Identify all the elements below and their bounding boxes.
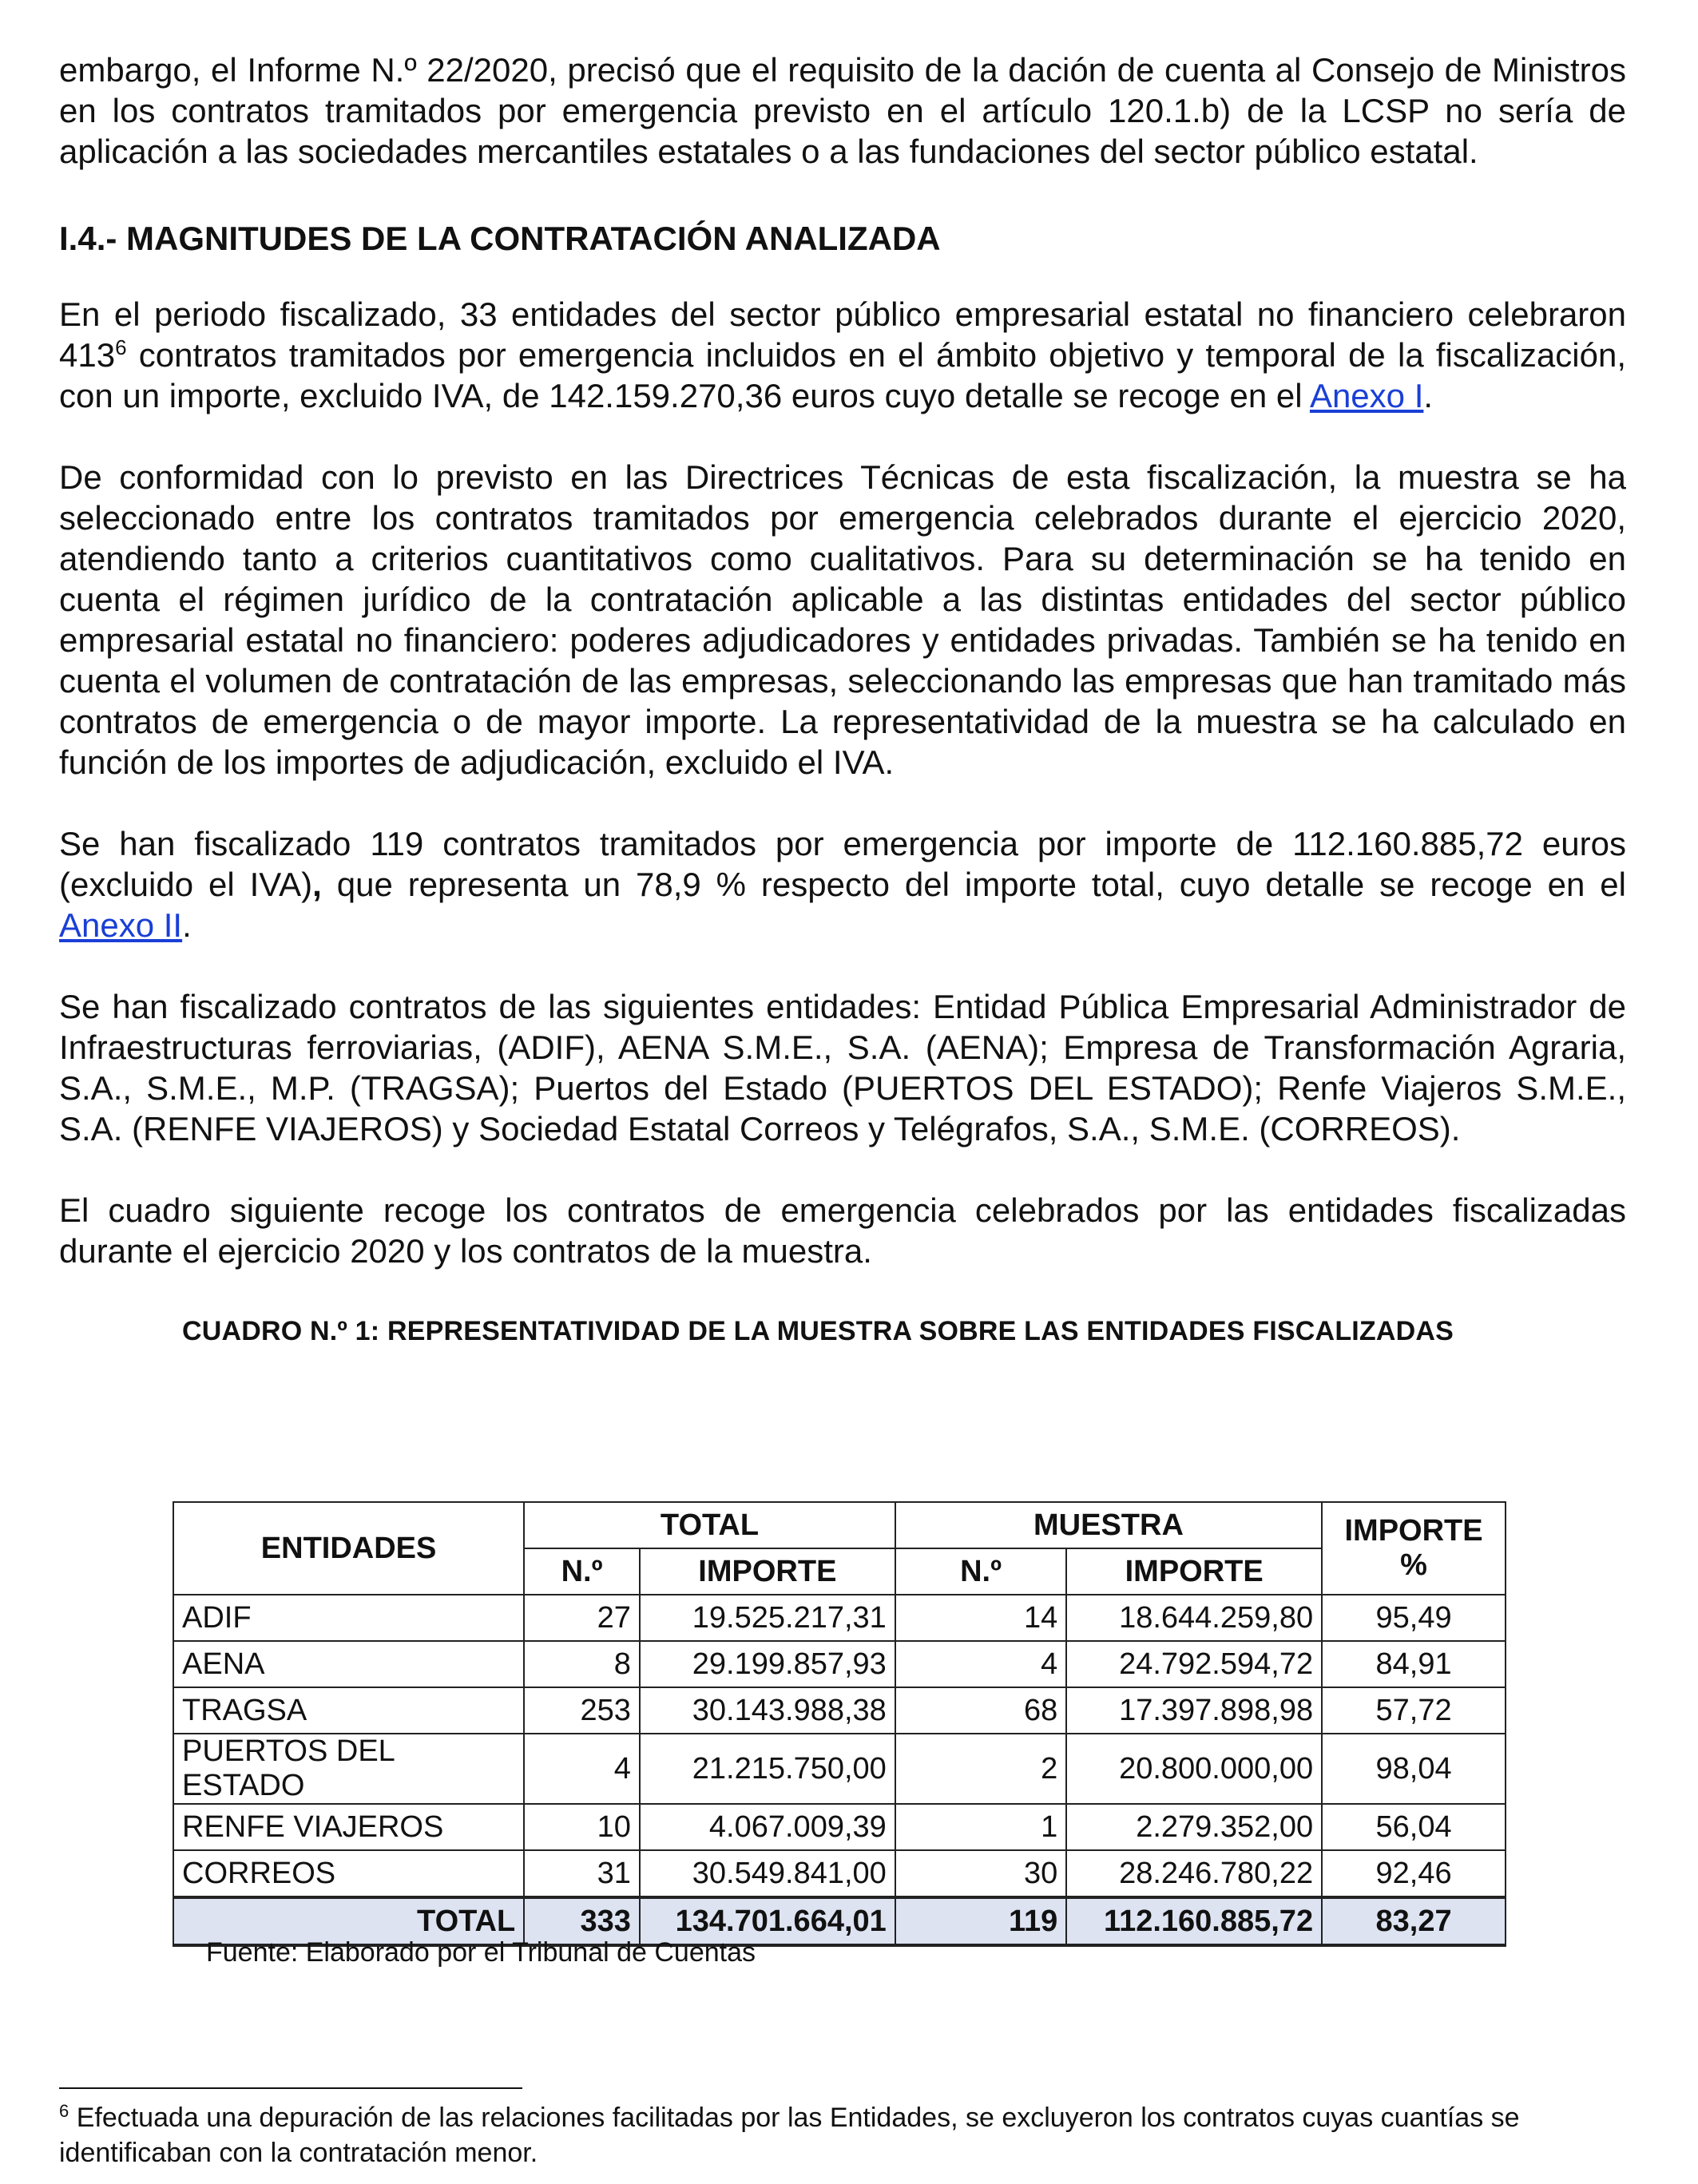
paragraph-fiscalizados (59, 823, 1626, 945)
header-muestra: MUESTRA (895, 1502, 1322, 1548)
cell-muestra-importe: 18.644.259,80 (1066, 1595, 1322, 1641)
header-total-importe: IMPORTE (640, 1548, 895, 1595)
cell-muestra-importe: 24.792.594,72 (1066, 1641, 1322, 1687)
cell-muestra-n: 119 (895, 1897, 1066, 1945)
cell-entidad: ADIF (173, 1595, 524, 1641)
cell-muestra-n: 2 (895, 1734, 1066, 1804)
footnote (59, 2100, 1626, 2170)
cell-muestra-importe: 28.246.780,22 (1066, 1850, 1322, 1897)
cell-entidad: PUERTOS DEL ESTADO (173, 1734, 524, 1804)
cell-muestra-n: 14 (895, 1595, 1066, 1641)
cell-muestra-importe: 17.397.898,98 (1066, 1687, 1322, 1734)
link-anexo-ii[interactable]: Anexo II (59, 906, 183, 944)
paragraph-intro: embargo, el Informe N.º 22/2020, precisó que el requisito de la dación de cuenta al Consejo de Ministros en los contratos tramitados por emergencia previsto en el artículo 120.1.b) de la LCSP no sería de aplicación a las sociedades mercantiles estatales o a las fundaciones del sector público estatal. (59, 51, 1626, 170)
cell-muestra-n: 1 (895, 1804, 1066, 1850)
footnote-ref[interactable]: 6 (115, 335, 127, 359)
table-row (173, 1641, 1506, 1687)
representatividad-table (173, 1501, 1506, 1947)
paragraph-text: contratos tramitados por emergencia incluidos en el ámbito objetivo y temporal de la fiscalización, con un importe, excluido IVA, de 142.159.270,36 euros cuyo detalle se recoge en el (59, 336, 1626, 414)
header-muestra-n: N.º (895, 1548, 1066, 1595)
cell-pct: 83,27 (1322, 1897, 1506, 1945)
cell-total-n: 10 (524, 1804, 640, 1850)
paragraph-cuadro-intro: El cuadro siguiente recoge los contratos de emergencia celebrados por las entidades fiscalizadas durante el ejercicio 2020 y los contratos de la muestra. (59, 1191, 1626, 1270)
cell-total-n: 27 (524, 1595, 640, 1641)
cell-total-n: 253 (524, 1687, 640, 1734)
header-total-n: N.º (524, 1548, 640, 1595)
header-entidades: ENTIDADES (173, 1502, 524, 1595)
table-row (173, 1804, 1506, 1850)
cell-muestra-importe: 112.160.885,72 (1066, 1897, 1322, 1945)
cell-entidad: AENA (173, 1641, 524, 1687)
cell-total-importe: 30.143.988,38 (640, 1687, 895, 1734)
cell-muestra-n: 30 (895, 1850, 1066, 1897)
bold-comma: , (312, 866, 322, 903)
paragraph-end: . (1423, 377, 1434, 414)
paragraph-text: Se han fiscalizado 119 contratos tramitados por emergencia por importe de 112.160.885,72 euros (excluido el IVA) (59, 825, 1626, 903)
header-importe-pct-line1: IMPORTE (1344, 1514, 1483, 1548)
cell-total-n: 8 (524, 1641, 640, 1687)
header-importe-pct-line2: % (1400, 1548, 1427, 1582)
cell-total-n: 31 (524, 1850, 640, 1897)
cell-total-importe: 19.525.217,31 (640, 1595, 895, 1641)
cell-pct: 92,46 (1322, 1850, 1506, 1897)
cell-total-label: TOTAL (173, 1897, 524, 1945)
cell-total-n: 4 (524, 1734, 640, 1804)
cell-total-n: 333 (524, 1897, 640, 1945)
table-row (173, 1850, 1506, 1897)
cell-muestra-importe: 2.279.352,00 (1066, 1804, 1322, 1850)
cell-muestra-n: 4 (895, 1641, 1066, 1687)
cell-total-importe: 30.549.841,00 (640, 1850, 895, 1897)
cell-entidad: RENFE VIAJEROS (173, 1804, 524, 1850)
cell-pct: 56,04 (1322, 1804, 1506, 1850)
cell-total-importe: 21.215.750,00 (640, 1734, 895, 1804)
cell-entidad: TRAGSA (173, 1687, 524, 1734)
table-row (173, 1595, 1506, 1641)
cell-pct: 95,49 (1322, 1595, 1506, 1641)
cell-muestra-n: 68 (895, 1687, 1066, 1734)
table-row (173, 1687, 1506, 1734)
header-total: TOTAL (524, 1502, 895, 1548)
cell-total-importe: 29.199.857,93 (640, 1641, 895, 1687)
cell-pct: 98,04 (1322, 1734, 1506, 1804)
table-row (173, 1734, 1506, 1804)
table-caption: CUADRO N.º 1: REPRESENTATIVIDAD DE LA MUESTRA SOBRE LAS ENTIDADES FISCALIZADAS (181, 1316, 1454, 1346)
footnote-marker: 6 (59, 2101, 69, 2121)
cell-total-importe: 4.067.009,39 (640, 1804, 895, 1850)
footnote-text: Efectuada una depuración de las relaciones facilitadas por las Entidades, se excluyeron los contratos cuyas cuantías se identificaban con la contratación menor. (59, 2103, 1520, 2168)
paragraph-entidades: Se han fiscalizado contratos de las siguientes entidades: Entidad Pública Empresarial Administrador de Infraestructuras ferroviarias, (ADIF), AENA S.M.E., S.A. (AENA); Empresa de Transformación Agraria, S.A., S.M.E., M.P. (TRAGSA); Puertos del Estado (PUERTOS DEL ESTADO); Renfe Viajeros S.M.E., S.A. (RENFE VIAJEROS) y Sociedad Estatal Correos y Telégrafos, S.A., S.M.E. (CORREOS). (59, 988, 1626, 1147)
table-source: Fuente: Elaborado por el Tribunal de Cuentas (206, 1937, 756, 1968)
footnote-divider (59, 2087, 522, 2089)
cell-total-importe: 134.701.664,01 (640, 1897, 895, 1945)
paragraph-text: que representa un 78,9 % respecto del importe total, cuyo detalle se recoge en el (321, 866, 1626, 903)
header-muestra-importe: IMPORTE (1066, 1548, 1322, 1595)
paragraph-end: . (182, 906, 192, 944)
section-heading: I.4.- MAGNITUDES DE LA CONTRATACIÓN ANALIZADA (59, 220, 941, 257)
document-body (59, 50, 1626, 1352)
cell-muestra-importe: 20.800.000,00 (1066, 1734, 1322, 1804)
header-importe-pct (1322, 1502, 1506, 1595)
link-anexo-i[interactable]: Anexo I (1309, 377, 1424, 414)
paragraph-muestra: De conformidad con lo previsto en las Directrices Técnicas de esta fiscalización, la muestra se ha seleccionado entre los contratos tramitados por emergencia celebrados durante el ejercicio 2020, atendiendo tanto a criterios cuantitativos como cualitativos. Para su determinación se ha tenido en cuenta el régimen jurídico de la contratación aplicable a las distintas entidades del sector público empresarial estatal no financiero: poderes adjudicadores y entidades privadas. También se ha tenido en cuenta el volumen de contratación de las empresas, seleccionando las empresas que han tramitado más contratos de emergencia o de mayor importe. La representatividad de la muestra se ha calculado en función de los importes de adjudicación, excluido el IVA. (59, 458, 1626, 781)
cell-pct: 57,72 (1322, 1687, 1506, 1734)
cell-pct: 84,91 (1322, 1641, 1506, 1687)
paragraph-magnitudes (59, 294, 1626, 416)
cell-entidad: CORREOS (173, 1850, 524, 1897)
paragraph-text: En el periodo fiscalizado, 33 entidades del sector público empresarial estatal no financiero celebraron 413 (59, 295, 1626, 374)
